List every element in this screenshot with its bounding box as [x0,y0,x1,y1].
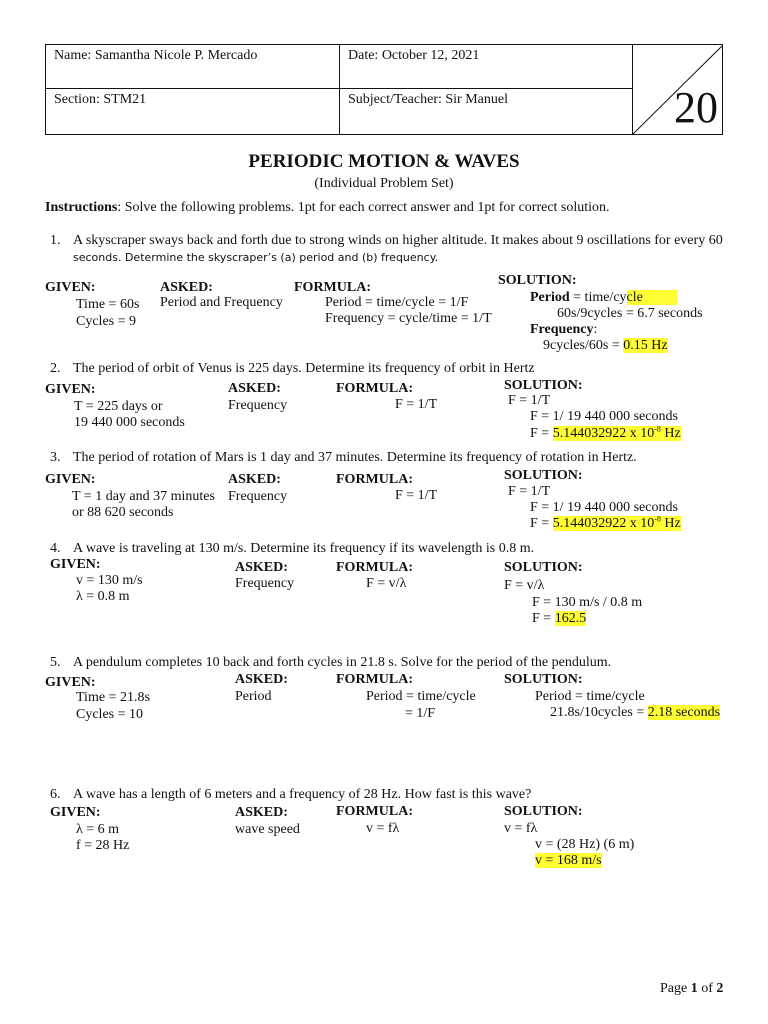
formula-line: Frequency = cycle/time = 1/T [325,311,492,326]
asked-label: ASKED: [235,560,288,575]
given-label: GIVEN: [45,382,96,397]
solution-label: SOLUTION: [504,560,583,575]
formula-line: = 1/F [405,706,436,721]
asked-value: Period and Frequency [160,295,283,310]
answer-highlight: 2.18 seconds [647,705,721,720]
problem-number: 1. [50,233,61,248]
given-label: GIVEN: [45,472,96,487]
solution-answer: F = 5.144032922 x $10^{-8}$ Hz [530,424,681,441]
solution-line: 60s/9cycles = 6.7 seconds [557,306,703,321]
section-field: Section: STM21 [46,89,340,135]
asked-value: Frequency [228,489,288,504]
formula-line: Period = time/cycle = 1/F [325,295,469,310]
formula-label: FORMULA: [336,381,413,396]
solution-line: Period = time/cycle [535,689,645,704]
problem-question: The period of rotation of Mars is 1 day and 37 minutes. Determine its frequency of rotation in Hertz. [73,450,637,465]
problem-number: 4. [50,541,61,556]
formula-label: FORMULA: [336,672,413,687]
problem-question: The period of orbit of Venus is 225 days. Determine its frequency of orbit in Hertz [73,361,535,376]
given-line: λ = 0.8 m [76,589,130,604]
solution-answer: F = 5.144032922 x $10^{-8}$ Hz [530,514,681,531]
given-line: T = 225 days or [74,399,163,414]
solution-label: SOLUTION: [504,672,583,687]
instructions [45,200,610,216]
page-title: PERIODIC MOTION & WAVES [248,151,520,172]
asked-value: Frequency [235,576,295,591]
asked-value: Frequency [228,398,288,413]
date-field: Date: October 12, 2021 [340,45,633,89]
given-label: GIVEN: [45,675,96,690]
given-line: λ = 6 m [76,822,120,837]
solution-line: F = 130 m/s / 0.8 m [532,595,643,610]
formula-label: FORMULA: [336,560,413,575]
formula-label: FORMULA: [336,804,413,819]
formula-line: F = v/λ [366,576,407,591]
formula-line: F = 1/T [395,488,438,503]
given-line: f = 28 Hz [76,838,130,853]
page-number: Page 1 of 2 [660,981,724,996]
solution-answer: 21.8s/10cycles = 2.18 seconds [550,705,721,720]
solution-answer: F = 162.5 [532,611,587,626]
header-table [45,44,723,135]
solution-frequency-label: Frequency [530,322,594,337]
solution-line: v = (28 Hz) (6 m) [535,837,635,852]
solution-period-label: Period [530,290,570,305]
solution-line: F = 1/ 19 440 000 seconds [530,409,678,424]
score-value: 20 [674,83,718,132]
problem-question-cont: seconds. Determine the skyscraper’s (a) period and (b) frequency. [73,251,439,264]
given-label: GIVEN: [45,280,96,295]
formula-line: F = 1/T [395,397,438,412]
problem-question: A skyscraper sways back and forth due to strong winds on higher altitude. It makes about 9 oscillations for every 60 [73,233,723,248]
solution-line: Period = time/cycle [530,290,677,306]
given-line: Time = 21.8s [76,690,150,705]
given-line: 19 440 000 seconds [74,415,185,430]
given-line: Cycles = 9 [76,314,136,329]
solution-line: Frequency: [530,322,598,337]
asked-label: ASKED: [235,805,288,820]
given-line: Cycles = 10 [76,707,143,722]
instructions-label: Instructions [45,200,118,215]
asked-value: Period [235,689,272,704]
solution-line: v = fλ [504,821,538,836]
solution-label: SOLUTION: [504,468,583,483]
solution-line: F = 1/T [508,484,551,499]
instructions-text: : Solve the following problems. 1pt for each correct answer and 1pt for correct solution. [117,200,610,215]
problem-number: 6. [50,787,61,802]
solution-line: F = v/λ [504,578,545,593]
formula-label: FORMULA: [294,280,371,295]
formula-line: v = fλ [366,821,400,836]
problem-question: A pendulum completes 10 back and forth cycles in 21.8 s. Solve for the period of the pendulum. [73,655,612,670]
asked-label: ASKED: [228,381,281,396]
asked-value: wave speed [235,822,300,837]
score-cell [633,45,723,135]
problem-number: 2. [50,361,61,376]
asked-label: ASKED: [228,472,281,487]
answer-highlight: 5.144032922 x $10^{-8}$ Hz [552,424,681,441]
solution-answer [535,853,602,869]
given-line: Time = 60s [76,297,140,312]
formula-line: Period = time/cycle [366,689,476,704]
solution-label: SOLUTION: [504,378,583,393]
problem-number: 3. [50,450,61,465]
given-line: v = 130 m/s [76,573,143,588]
subject-field: Subject/Teacher: Sir Manuel [340,89,633,135]
asked-label: ASKED: [235,672,288,687]
formula-label: FORMULA: [336,472,413,487]
answer-highlight: 162.5 [554,611,587,626]
given-line: T = 1 day and 37 minutes [72,489,215,504]
given-label: GIVEN: [50,557,101,572]
solution-label: SOLUTION: [498,273,577,288]
given-line: or 88 620 seconds [72,505,174,520]
given-label: GIVEN: [50,805,101,820]
asked-label: ASKED: [160,280,213,295]
solution-label: SOLUTION: [504,804,583,819]
problem-question: A wave is traveling at 130 m/s. Determine its frequency if its wavelength is 0.8 m. [73,541,535,556]
answer-highlight: 0.15 Hz [623,338,668,353]
page-subtitle: (Individual Problem Set) [314,176,454,191]
name-field: Name: Samantha Nicole P. Mercado [46,45,340,89]
problem-question: A wave has a length of 6 meters and a frequency of 28 Hz. How fast is this wave? [73,787,532,802]
solution-answer: 9cycles/60s = 0.15 Hz [543,338,668,353]
solution-line: F = 1/T [508,393,551,408]
answer-highlight: v = 168 m/s [535,853,602,868]
solution-line: F = 1/ 19 440 000 seconds [530,500,678,515]
answer-highlight: 5.144032922 x $10^{-8}$ Hz [552,514,681,531]
problem-number: 5. [50,655,61,670]
